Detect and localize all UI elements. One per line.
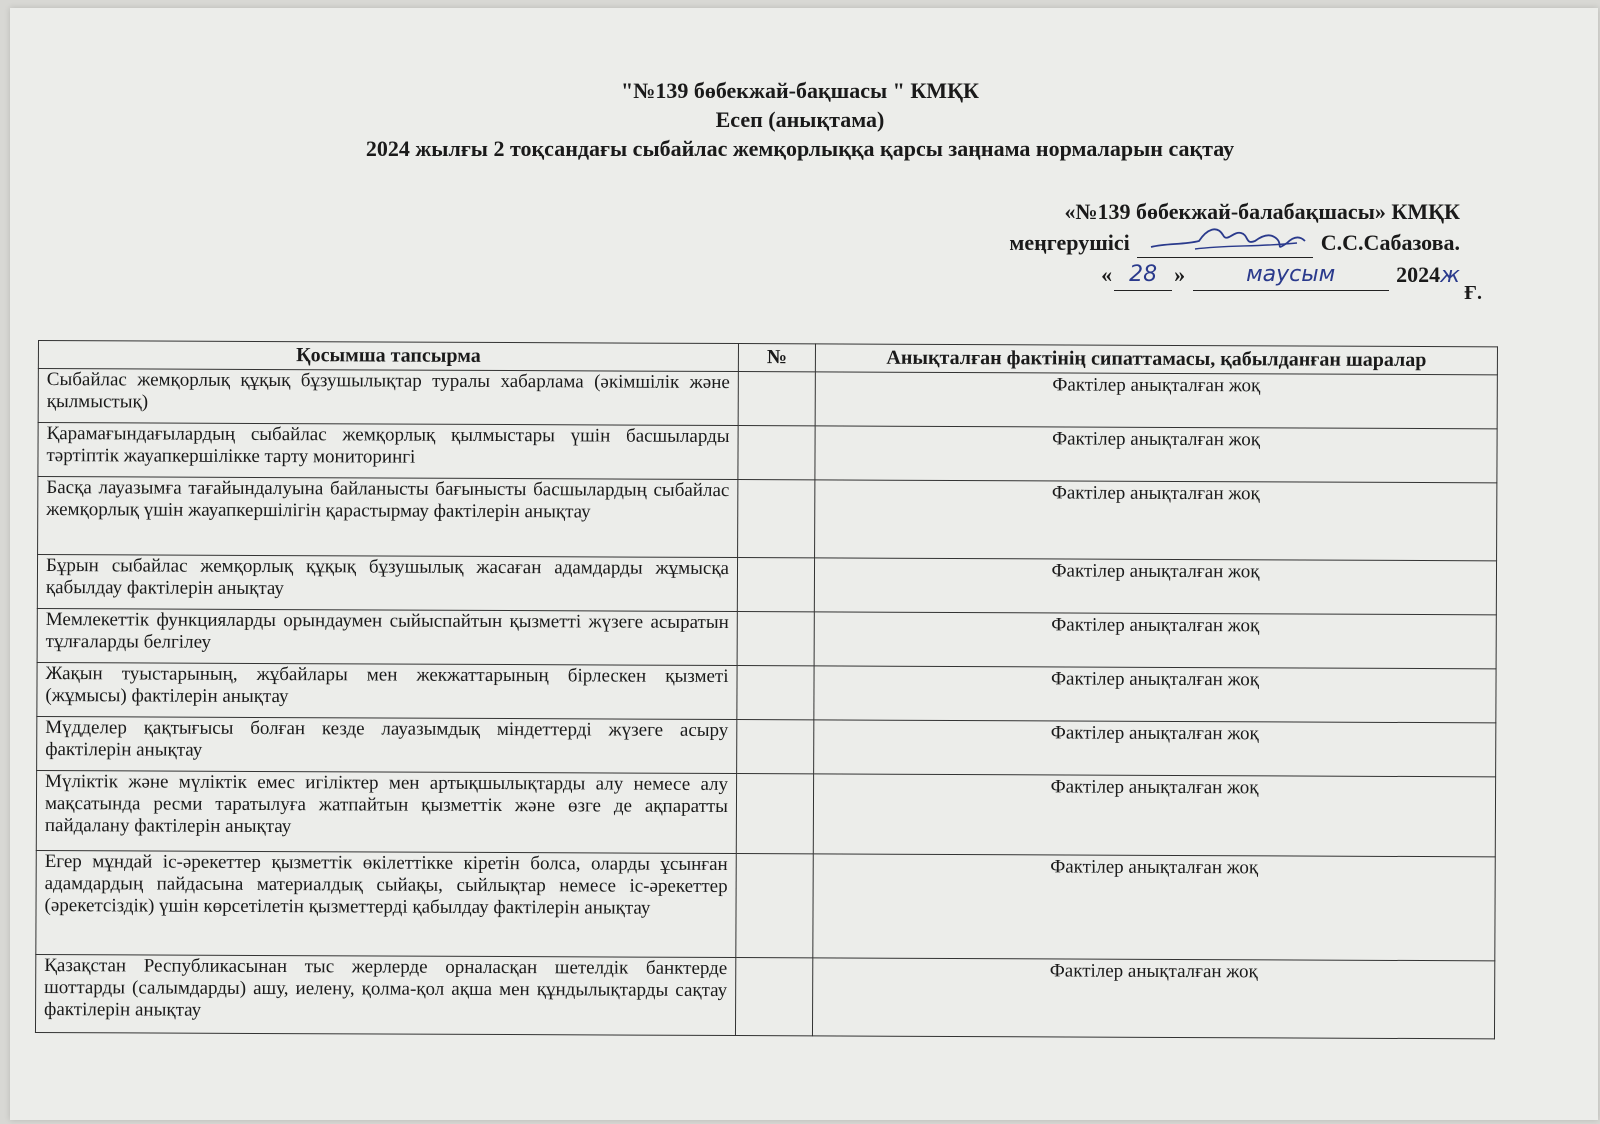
task-cell: Қарамағындағылардың сыбайлас жемқорлық қылмыстары үшін басшыларды тәртіптік жауапкершілікке тарту мониторингі (38, 423, 738, 480)
result-cell: Фактілер анықталған жоқ (815, 426, 1497, 483)
number-cell (737, 666, 814, 720)
table-row (36, 770, 1495, 856)
task-cell: Бұрын сыбайлас жемқорлық құқық бұзушылық жасаған адамдарды жұмысқа қабылдау фактілерін анықтау (37, 555, 737, 612)
date-quote-open: « (1101, 262, 1113, 287)
task-cell: Қазақстан Республикасынан тыс жерлерде орналасқан шетелдік банктерде шоттарды (салымдарды) ашу, иелену, қолма-қол ақша мен құндылықтарды сақтау фактілерін анықтау (35, 954, 735, 1035)
col-header-result: Анықталған фактінің сипаттамасы, қабылданған шаралар (815, 344, 1497, 375)
document-header (0, 76, 1600, 163)
number-cell (736, 854, 813, 958)
signature (1137, 227, 1313, 258)
col-header-task: Қосымша тапсырма (38, 341, 738, 372)
approval-date (1009, 258, 1460, 291)
task-cell: Мүліктік және мүліктік емес игіліктер мен артықшылықтарды алу немесе алу мақсатында ресми таратылуға жатпайтын қызметтік және өзге де ақпаратты пайдалану фактілерін анықтау (36, 770, 736, 853)
task-cell: Сыбайлас жемқорлық құқық бұзушылықтар туралы хабарлама (әкімшілік және қылмыстық) (38, 369, 738, 426)
result-cell: Фактілер анықталған жоқ (815, 480, 1497, 561)
report-table (35, 340, 1498, 1039)
col-header-number: № (738, 344, 815, 372)
number-cell (738, 372, 815, 426)
result-cell: Фактілер анықталған жоқ (812, 958, 1494, 1039)
number-cell (735, 958, 812, 1036)
table-row (37, 716, 1496, 776)
year-g-suffix: Ғ. (1464, 282, 1482, 304)
date-month: маусым (1246, 262, 1336, 287)
number-cell (737, 720, 814, 774)
task-cell: Жақын туыстарының, жұбайлары мен жекжаттарының бірлескен қызметі (жұмысы) фактілерін анықтау (37, 662, 737, 719)
result-cell: Фактілер анықталған жоқ (814, 612, 1496, 669)
date-month-field (1193, 258, 1389, 291)
table-row (37, 608, 1496, 668)
number-cell (737, 612, 814, 666)
result-cell: Фактілер анықталған жоқ (814, 720, 1496, 777)
number-cell (738, 480, 815, 558)
table-row (38, 477, 1497, 561)
task-cell: Мемлекеттік функцияларды орындаумен сыйыспайтын қызметті жүзеге асыратын тұлғаларды белгілеу (37, 608, 737, 665)
report-subtitle: 2024 жылғы 2 тоқсандағы сыбайлас жемқорлыққа қарсы заңнама нормаларын сақтау (365, 136, 1235, 161)
task-cell: Басқа лауазымға тағайындалуына байланысты бағынысты басшылардың сыбайлас жемқорлық үшін жауапкершілігін қарастырмау фактілерін анықтау (38, 477, 738, 558)
result-cell: Фактілер анықталған жоқ (813, 854, 1495, 961)
number-cell (738, 426, 815, 480)
task-cell: Егер мұндай іс-әрекеттер қызметтік өкілеттікке кіретін болса, оларды ұсынған адамдардың пайдасына материалдық сыйақы, сыйлықтар немесе іс-әрекеттер (әрекетсіздік) үшін көрсетілетін қызметтерді қабылдау фактілерін анықтау (36, 850, 736, 957)
date-day-field (1114, 258, 1172, 291)
table-row (37, 555, 1496, 615)
number-cell (736, 774, 813, 854)
table-row (38, 369, 1497, 429)
table-row (36, 850, 1495, 960)
result-cell: Фактілер анықталған жоқ (813, 774, 1495, 857)
date-year: 2024 (1396, 262, 1441, 287)
approval-signature-line (1009, 227, 1460, 258)
result-cell: Фактілер анықталған жоқ (814, 558, 1496, 615)
table-row (35, 954, 1494, 1038)
approval-block (1009, 196, 1460, 291)
approval-org: «№139 бөбекжай-балабақшасы» КМҚК (1064, 199, 1460, 224)
date-year-suffix: ж (1440, 263, 1460, 288)
table-row (37, 662, 1496, 722)
date-quote-close: » (1174, 262, 1186, 287)
number-cell (737, 558, 814, 612)
signature-scribble (1137, 221, 1313, 255)
approval-name: С.С.Сабазова. (1320, 230, 1460, 255)
org-title: "№139 бөбекжай-бақшасы " КМҚК (621, 78, 979, 103)
approval-position: меңгерушісі (1009, 230, 1130, 255)
report-title: Есеп (анықтама) (715, 107, 885, 132)
date-day: 28 (1129, 262, 1158, 287)
table-row (38, 423, 1497, 483)
result-cell: Фактілер анықталған жоқ (814, 666, 1496, 723)
task-cell: Мүдделер қақтығысы болған кезде лауазымдық міндеттерді жүзеге асыру фактілерін анықтау (37, 716, 737, 773)
result-cell: Фактілер анықталған жоқ (815, 372, 1497, 429)
